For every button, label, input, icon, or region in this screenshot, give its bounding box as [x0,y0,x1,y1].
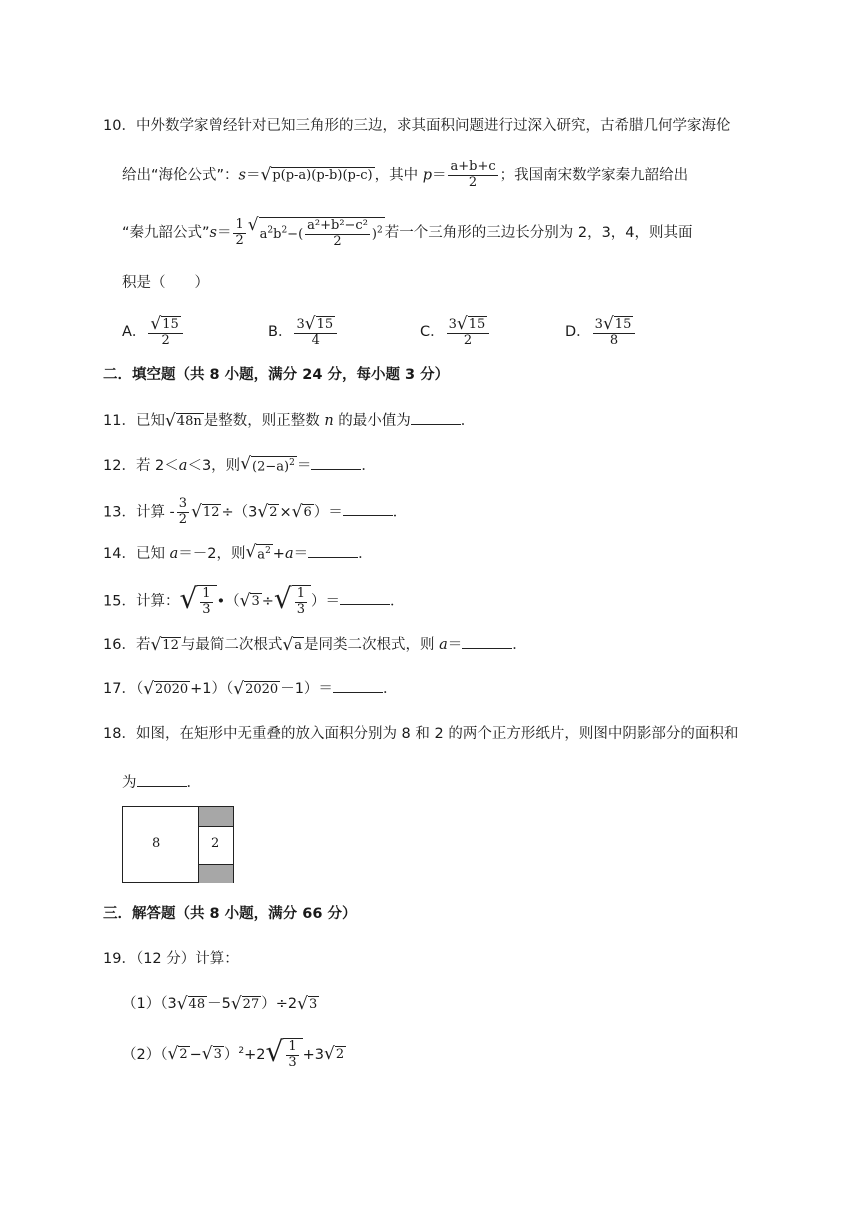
q17-rad2 [233,678,280,699]
section3-heading: 三．解答题（共 8 小题，满分 66 分） [103,906,357,922]
rectangle-figure [122,806,234,883]
option-d-rad [602,313,633,334]
q11-d: ． [460,413,476,429]
q12 [103,455,376,476]
q19-p2-radicand3 [283,1038,302,1071]
q16-a: 16．若 [103,637,151,653]
qin-b: b [273,226,282,242]
q19-p1-c: ）÷2 [261,996,298,1012]
option-b-radicand: 15 [316,316,334,332]
q19-part2 [122,1035,346,1071]
q13-rad1 [191,501,221,522]
q11 [103,410,475,431]
q10-text-c: ；我国南宋数学家秦九韶给出 [499,167,689,184]
big-square-label: 8 [152,836,161,851]
q19-p2-c: ） [223,1046,239,1063]
option-d-num [593,313,636,334]
q12-radicand [251,456,297,475]
sqrt-sign: √ [179,582,198,615]
option-b-frac [294,313,337,349]
p-fraction [448,160,497,191]
q19-p2-r2: 3 [213,1047,222,1063]
answer-blank [137,772,187,787]
q13-c: × [279,504,292,521]
eq: ＝ [245,167,261,184]
qin-coef-den: 2 [235,232,244,248]
q15-r2: 3 [251,593,260,609]
sqrt-sign: √ [143,678,155,699]
q14-var-a: a [169,546,179,562]
q10-text-d: “秦九韶公式” [122,225,210,241]
option-c-num [447,313,490,334]
q18-line2a: 为 [122,775,137,791]
q15-frac2 [295,587,307,618]
q18-line1: 18．如图，在矩形中无重叠的放入面积分别为 8 和 2 的两个正方形纸片，则图中阴影部分的面积和 [103,726,739,742]
q19-p2-r3: 2 [335,1047,345,1063]
var-p: p [422,167,432,184]
eq2: ＝ [431,167,447,184]
q16-d: ＝ [447,637,463,653]
option-b [268,312,339,352]
q11-a: 11．已知 [103,413,165,429]
sqrt-sign: √ [273,582,292,615]
sqrt-sign: √ [176,993,188,1014]
heron-radicand: p(p-a)(p-b)(p-c) [272,167,373,183]
var-s: s [238,167,246,184]
answer-blank [340,590,390,605]
q19-p2-rad2 [202,1046,224,1063]
sqrt-sign: √ [191,501,202,522]
sqrt-sign: √ [324,1044,335,1065]
q16-rad1 [150,634,180,655]
q19-p1-r1: 48 [188,996,206,1012]
q19-p2-b: − [189,1046,202,1063]
sqrt-sign: √ [240,454,252,475]
q17-r1: 2020 [155,681,189,697]
q11-rad [164,410,204,431]
sqrt-sign-big: √ [247,214,259,235]
q14-a: 14．已知 [103,546,170,562]
q19-p1-rad1 [176,993,207,1014]
q15-f2n: 1 [296,586,306,601]
q15-rad2 [239,590,262,611]
q19-p2-frac [286,1040,298,1071]
q14-rad [245,544,272,563]
q19-p2-fn: 1 [288,1039,297,1055]
option-a [122,312,185,352]
q19-p2-r1: 2 [179,1047,188,1063]
option-a-radicand: 15 [162,316,179,332]
q16-b: 与最简二次根式 [180,637,283,653]
q14-radicand [256,544,273,563]
q18-line2b: ． [186,775,201,791]
q19-p2-a: （2）（ [122,1046,168,1063]
q19-p1-r3: 3 [308,996,318,1012]
q13-frac [177,497,189,528]
sqrt-sign: √ [230,993,242,1014]
q16-r2: a [294,637,302,653]
q19-p1-rad2 [230,993,261,1014]
q14-c: + [272,546,285,562]
q12-d: ． [361,458,376,474]
q12-rad-text: (2−a) [252,459,290,475]
answer-blank [311,455,361,470]
q16-var-a: a [439,637,448,653]
option-c [420,312,491,352]
option-c-radicand: 15 [468,316,486,332]
option-d-frac [593,313,636,349]
sqrt-sign: √ [260,164,272,185]
qin-coef [233,218,245,249]
option-b-den: 4 [311,332,320,348]
q19-p2-d: +2 [244,1046,266,1063]
q12-rad [240,456,297,475]
q14 [103,543,373,564]
q10-text-b: ，其中 [374,167,423,184]
q14-d: ＝ [293,546,309,562]
q15-f1d: 3 [202,601,211,617]
q12-c: ＝ [296,458,312,474]
q17-a: 17．（ [103,681,144,697]
p-num: a+b+c [450,159,496,174]
sqrt-sign: √ [291,501,303,522]
option-a-frac [148,313,182,349]
small-square-label: 2 [211,836,220,851]
q13-e: ． [392,504,408,521]
answer-blank [343,501,393,516]
option-b-label: B． [268,324,293,340]
q15-f1n: 1 [202,586,211,601]
sqrt-sign: √ [164,410,176,431]
option-c-coef: 3 [448,316,457,332]
q16-rad2 [282,634,304,655]
var-s2: s [209,225,217,241]
divider-line [198,806,199,883]
q13-rad3 [291,501,314,522]
option-a-den: 2 [161,332,170,348]
q11-b: 是整数，则正整数 [203,413,325,429]
q13-rad2 [257,501,279,522]
sqrt-sign: √ [304,313,316,334]
option-b-coef: 3 [296,316,305,332]
q12-var-a: a [178,458,188,474]
q13-a: 13．计算 - [103,504,175,521]
p-den: 2 [468,174,478,190]
q15 [103,582,405,617]
option-c-den: 2 [463,332,473,348]
q14-e: ． [358,546,373,562]
q19-p2-rad4 [324,1046,346,1063]
q17-r2: 2020 [245,681,279,697]
option-d-label: D． [565,324,591,340]
q19-part1 [122,994,319,1014]
sup-2b: 2 [281,225,288,236]
q19-p2-rad1 [167,1046,189,1063]
qin-minus: −( [287,226,304,242]
answer-blank [333,678,383,693]
q19-head: 19．（12 分）计算： [103,951,239,967]
q16-r1: 12 [162,637,179,653]
q18-line2 [122,772,201,793]
sup-2a: 2 [267,225,274,236]
q15-b: •（ [216,593,240,610]
q15-radicand1 [197,585,216,618]
q13-b: ÷（3 [221,504,258,521]
q10-text-e: 若一个三角形的三边长分别为 2，3，4，则其面 [384,225,693,241]
q16-c: 是同类二次根式，则 [303,637,440,653]
qin-inner-den: 2 [333,233,342,249]
q10-text-a: 给出“海伦公式”： [122,167,239,184]
q12-a: 12．若 2＜ [103,458,179,474]
sqrt-sign: √ [265,1035,284,1069]
q15-rad1 [179,582,216,618]
option-b-rad [304,313,335,334]
option-c-frac [447,313,490,349]
q17-d: ． [382,681,398,697]
answer-blank [308,543,358,558]
sqrt-sign: √ [245,542,257,563]
answer-blank [462,634,512,649]
heron-radical [260,164,374,185]
q19-p1-rad3 [297,993,319,1014]
q15-frac1 [200,587,212,618]
sqrt-sign: √ [282,634,294,655]
qin-a: a [259,226,268,242]
q14-exp: 2 [265,546,271,557]
q19-p1-r2: 27 [242,996,260,1012]
sqrt-sign: √ [150,313,162,334]
q15-radicand3 [292,585,311,618]
sqrt-sign: √ [297,993,308,1014]
option-d [565,312,637,352]
qin-coef-num: 1 [235,216,244,232]
q15-rad3 [273,582,311,618]
q13-r2: 2 [269,504,278,520]
q17-rad1 [143,678,190,699]
eq3: ＝ [216,225,232,241]
q13-fnum: 3 [178,496,188,511]
q17-c: －1）＝ [280,681,333,697]
sqrt-sign: √ [239,590,251,611]
q10-line2 [122,160,688,191]
q19-p2-exp: 2 [238,1046,245,1056]
qin-inner-frac [305,219,370,250]
q19-p1-b: －5 [207,996,231,1012]
q19-p1-a: （1）（3 [122,996,177,1012]
q17 [103,678,397,699]
sqrt-sign: √ [201,1044,213,1065]
q13-fden: 2 [178,511,188,527]
option-a-rad [150,313,180,334]
sqrt-sign: √ [602,313,614,334]
shaded-region-bottom [199,864,233,883]
q16-e: ． [512,637,527,653]
option-c-label: C． [420,324,445,340]
q13 [103,496,408,527]
q19-p2-fd: 3 [288,1055,297,1071]
sqrt-sign: √ [233,678,245,699]
q10-line3 [122,208,693,258]
q15-c: ÷ [261,593,274,610]
option-a-num [148,313,182,334]
q16 [103,634,527,655]
q12-b: ＜3，则 [187,458,241,474]
option-d-coef: 3 [594,316,603,332]
sqrt-sign: √ [257,501,269,522]
q13-r1: 12 [202,504,220,520]
q11-n: n [324,413,334,429]
shaded-region-top [199,807,233,827]
option-d-den: 8 [609,332,619,348]
qin-exp: 2 [377,225,383,236]
qin-close: ) [371,226,377,242]
q11-c: 的最小值为 [333,413,411,429]
q15-d: ）＝ [311,593,341,610]
q10-line1: 10．中外数学家曾经针对已知三角形的三边，求其面积问题进行过深入研究，古希腊几何学家海伦 [103,118,731,134]
q15-f2d: 3 [296,601,306,617]
q17-b: +1）（ [190,681,234,697]
q13-r3: 6 [303,504,312,520]
sqrt-sign: √ [456,313,468,334]
qin-inner-num: a²+b²−c² [307,217,368,233]
option-d-radicand: 15 [614,316,632,332]
q10-line4: 积是（ ） [122,275,209,291]
qin-radicand [259,217,385,250]
section2-heading: 二．填空题（共 8 小题，满分 24 分，每小题 3 分） [103,367,450,383]
option-c-rad [456,313,487,334]
q14-b: ＝－2，则 [178,546,246,562]
q19-p2-rad3 [265,1035,303,1071]
sqrt-sign: √ [150,634,162,655]
option-a-label: A． [122,324,147,340]
option-b-num [294,313,337,334]
q14-var-a2: a [284,546,294,562]
q12-exp: 2 [289,458,295,469]
answer-blank [411,410,461,425]
q15-e: ． [390,593,405,610]
qin-radical [247,214,385,250]
q14-rad-text: a [257,547,266,563]
sqrt-sign: √ [167,1044,179,1065]
q13-d: ）＝ [313,504,343,521]
q19-p2-e: +3 [302,1046,324,1063]
q15-a: 15．计算： [103,593,180,610]
q11-radicand: 48n [176,413,202,429]
